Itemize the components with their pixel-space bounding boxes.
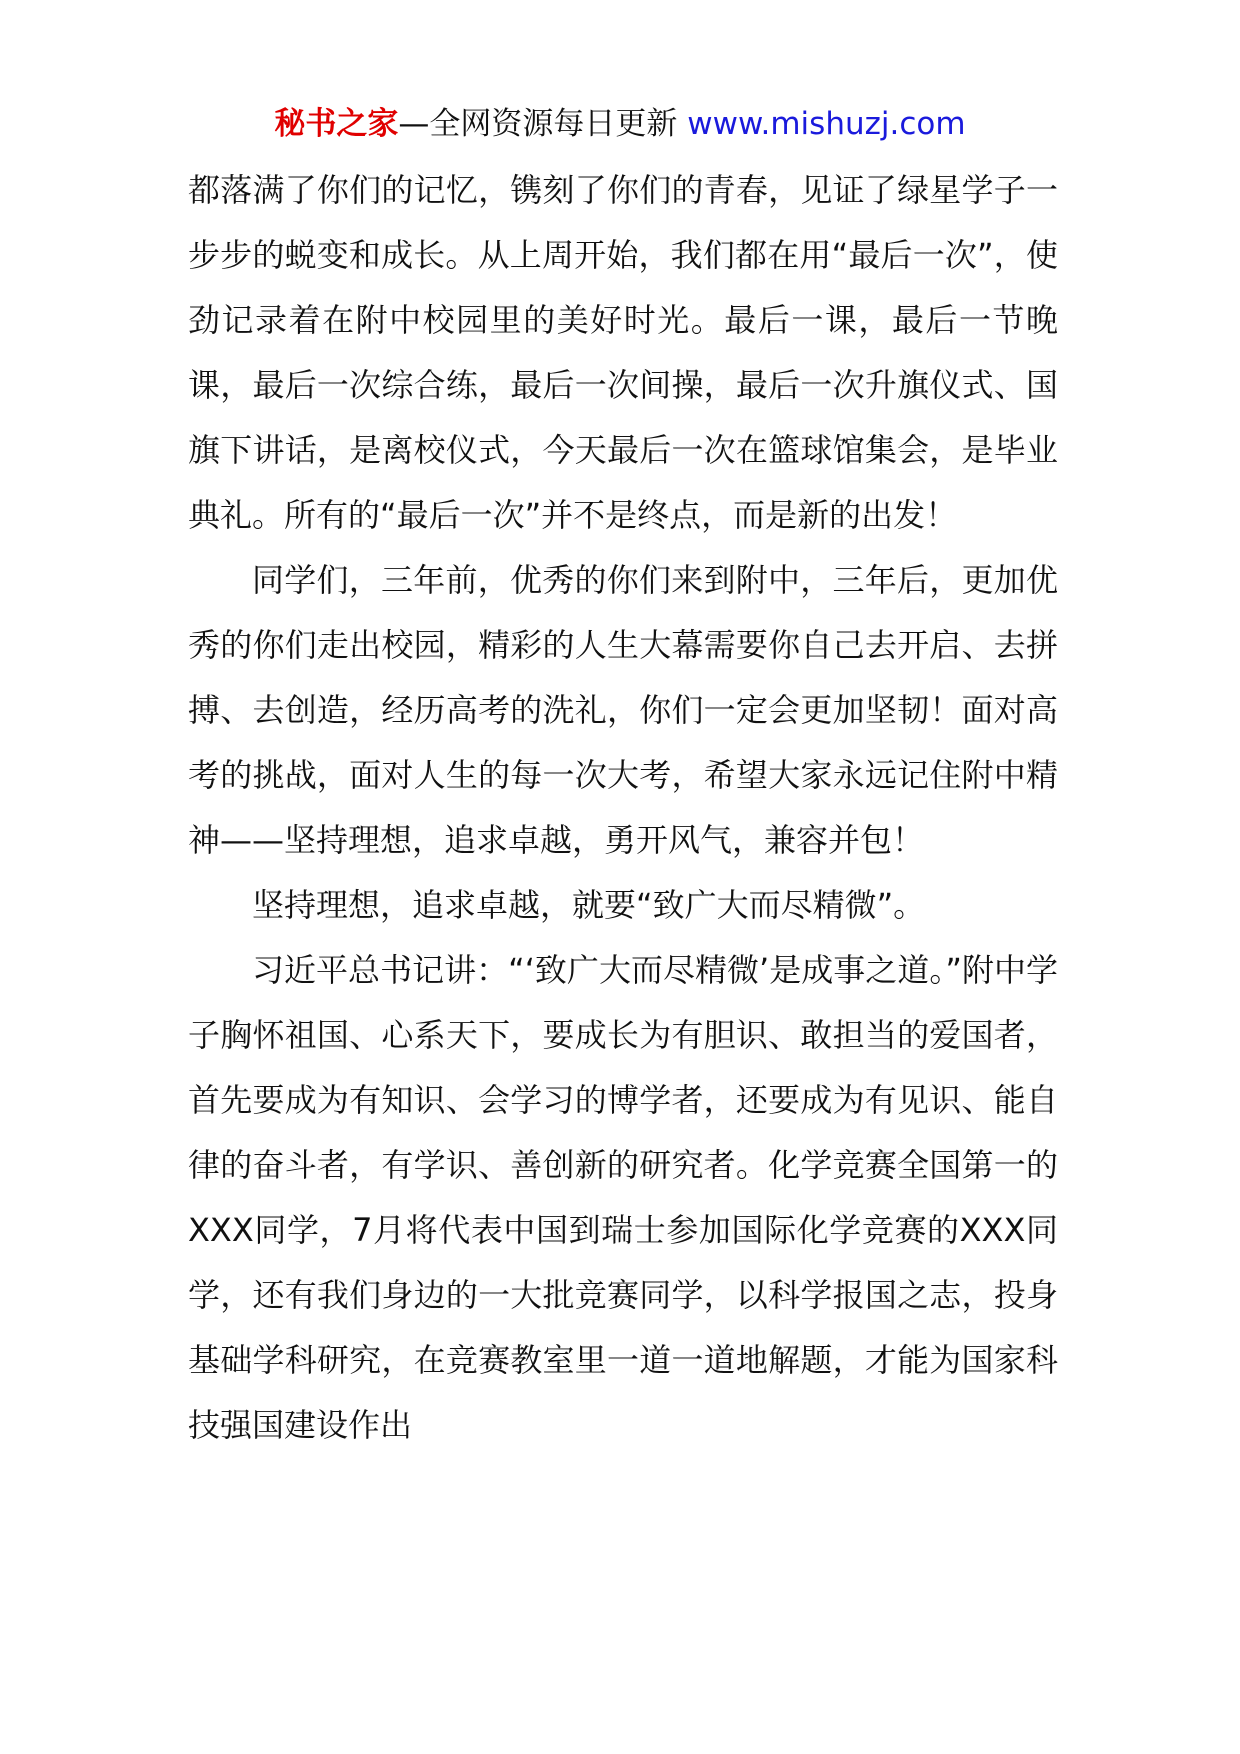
site-header (0, 104, 1240, 144)
paragraph-continuation: 都落满了你们的记忆，镌刻了你们的青春，见证了绿星学子一步步的蜕变和成长。从上周开始，我们都在用“最后一次”，使劲记录着在附中校园里的美好时光。最后一课，最后一节晚课，最后一次综合练，最后一次间操，最后一次升旗仪式、国旗下讲话，是离校仪式，今天最后一次在篮球馆集会，是毕业典礼。所有的“最后一次”并不是终点，而是新的出发！ (188, 171, 1058, 534)
paragraph: 习近平总书记讲：“‘致广大而尽精微’是成事之道。”附中学子胸怀祖国、心系天下，要成长为有胆识、敢担当的爱国者，首先要成为有知识、会学习的博学者，还要成为有见识、能自律的奋斗者，有学识、善创新的研究者。化学竞赛全国第一的XXX同学，7月将代表中国到瑞士参加国际化学竞赛的XXX同学，还有我们身边的一大批竞赛同学，以科学报国之志，投身基础学科研究，在竞赛教室里一道一道地解题，才能为国家科技强国建设作出 (188, 951, 1058, 1444)
paragraph: 坚持理想，追求卓越，就要“致广大而尽精微”。 (252, 886, 926, 924)
brand-name: 秘书之家 (274, 106, 399, 142)
paragraph: 同学们，三年前，优秀的你们来到附中，三年后，更加优秀的你们走出校园，精彩的人生大幕需要你自己去开启、去拼搏、去创造，经历高考的洗礼，你们一定会更加坚韧！面对高考的挑战，面对人生的每一次大考，希望大家永远记住附中精神——坚持理想，追求卓越，勇开风气，兼容并包！ (188, 561, 1058, 859)
document-body (188, 158, 1058, 1458)
site-url-link[interactable]: www.mishuzj.com (687, 106, 966, 142)
header-tagline: —全网资源每日更新 (398, 106, 688, 142)
